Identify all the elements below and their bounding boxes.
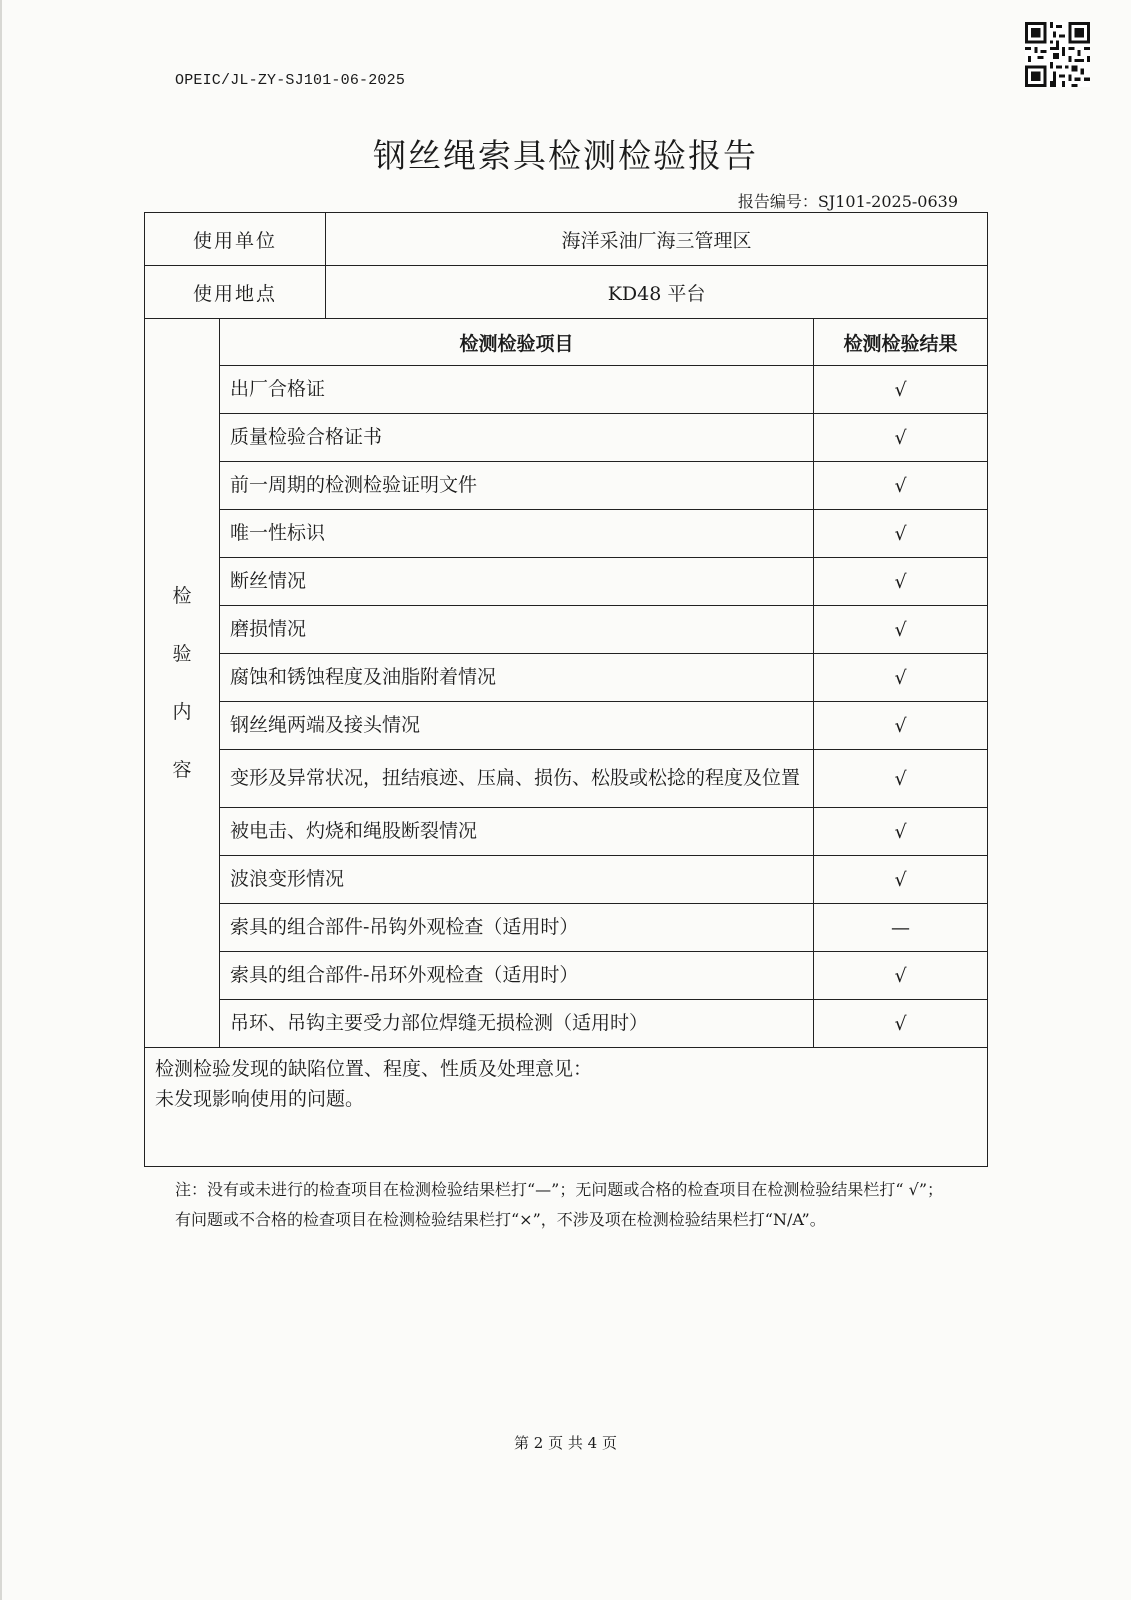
result-cell: √ bbox=[814, 414, 988, 462]
item-cell: 吊环、吊钩主要受力部位焊缝无损检测（适用时） bbox=[220, 1000, 814, 1048]
item-cell: 质量检验合格证书 bbox=[220, 414, 814, 462]
column-header-row bbox=[145, 319, 988, 366]
result-cell: √ bbox=[814, 750, 988, 808]
unit-label: 使用单位 bbox=[145, 213, 326, 266]
table-row bbox=[145, 952, 988, 1000]
table-row bbox=[145, 750, 988, 808]
item-cell: 波浪变形情况 bbox=[220, 856, 814, 904]
result-column-header: 检测检验结果 bbox=[814, 319, 988, 366]
qr-code-icon bbox=[1025, 22, 1090, 87]
table-row bbox=[145, 510, 988, 558]
item-cell: 断丝情况 bbox=[220, 558, 814, 606]
table-row bbox=[145, 808, 988, 856]
report-title: 钢丝绳索具检测检验报告 bbox=[373, 136, 758, 175]
page-number: 第 2 页 共 4 页 bbox=[514, 1434, 617, 1452]
result-cell: √ bbox=[814, 558, 988, 606]
result-cell: √ bbox=[814, 510, 988, 558]
table-row bbox=[145, 606, 988, 654]
defects-value: 未发现影响使用的问题。 bbox=[155, 1088, 365, 1110]
unit-row bbox=[145, 213, 988, 266]
item-cell: 出厂合格证 bbox=[220, 366, 814, 414]
result-cell: √ bbox=[814, 702, 988, 750]
item-cell: 唯一性标识 bbox=[220, 510, 814, 558]
table-row bbox=[145, 462, 988, 510]
table-row bbox=[145, 856, 988, 904]
inspection-content-label: 检 验 内 容 bbox=[145, 319, 220, 1048]
location-value: KD48 平台 bbox=[326, 266, 988, 319]
table-row bbox=[145, 366, 988, 414]
unit-value: 海洋采油厂海三管理区 bbox=[326, 213, 988, 266]
table-row bbox=[145, 558, 988, 606]
item-cell: 钢丝绳两端及接头情况 bbox=[220, 702, 814, 750]
defects-cell bbox=[145, 1048, 988, 1167]
item-column-header: 检测检验项目 bbox=[220, 319, 814, 366]
result-cell: √ bbox=[814, 654, 988, 702]
item-cell: 磨损情况 bbox=[220, 606, 814, 654]
result-cell: √ bbox=[814, 1000, 988, 1048]
result-cell: √ bbox=[814, 952, 988, 1000]
item-cell: 前一周期的检测检验证明文件 bbox=[220, 462, 814, 510]
report-number: 报告编号：SJ101-2025-0639 bbox=[737, 192, 958, 211]
item-cell: 腐蚀和锈蚀程度及油脂附着情况 bbox=[220, 654, 814, 702]
item-cell: 索具的组合部件-吊钩外观检查（适用时） bbox=[220, 904, 814, 952]
defects-row bbox=[145, 1048, 988, 1167]
note-text: 注：没有或未进行的检查项目在检测检验结果栏打“—”；无问题或合格的检查项目在检测检验结果栏打“ √”；有问题或不合格的检查项目在检测检验结果栏打“×”，不涉及项在检测检验结果栏打“N/A”。 bbox=[175, 1180, 944, 1229]
scan-edge bbox=[0, 0, 2, 1600]
location-label: 使用地点 bbox=[145, 266, 326, 319]
defects-label: 检测检验发现的缺陷位置、程度、性质及处理意见： bbox=[155, 1058, 593, 1080]
result-cell: √ bbox=[814, 606, 988, 654]
document-code: OPEIC/JL-ZY-SJ101-06-2025 bbox=[175, 72, 406, 89]
table-row bbox=[145, 702, 988, 750]
table-row bbox=[145, 414, 988, 462]
result-cell: √ bbox=[814, 366, 988, 414]
table-row bbox=[145, 1000, 988, 1048]
table-row bbox=[145, 654, 988, 702]
item-cell: 索具的组合部件-吊环外观检查（适用时） bbox=[220, 952, 814, 1000]
result-cell: √ bbox=[814, 856, 988, 904]
item-cell: 被电击、灼烧和绳股断裂情况 bbox=[220, 808, 814, 856]
result-cell: — bbox=[814, 904, 988, 952]
table-row bbox=[145, 904, 988, 952]
result-cell: √ bbox=[814, 808, 988, 856]
location-row bbox=[145, 266, 988, 319]
inspection-table bbox=[144, 212, 988, 1167]
item-cell: 变形及异常状况，扭结痕迹、压扁、损伤、松股或松捻的程度及位置 bbox=[220, 750, 814, 808]
result-cell: √ bbox=[814, 462, 988, 510]
